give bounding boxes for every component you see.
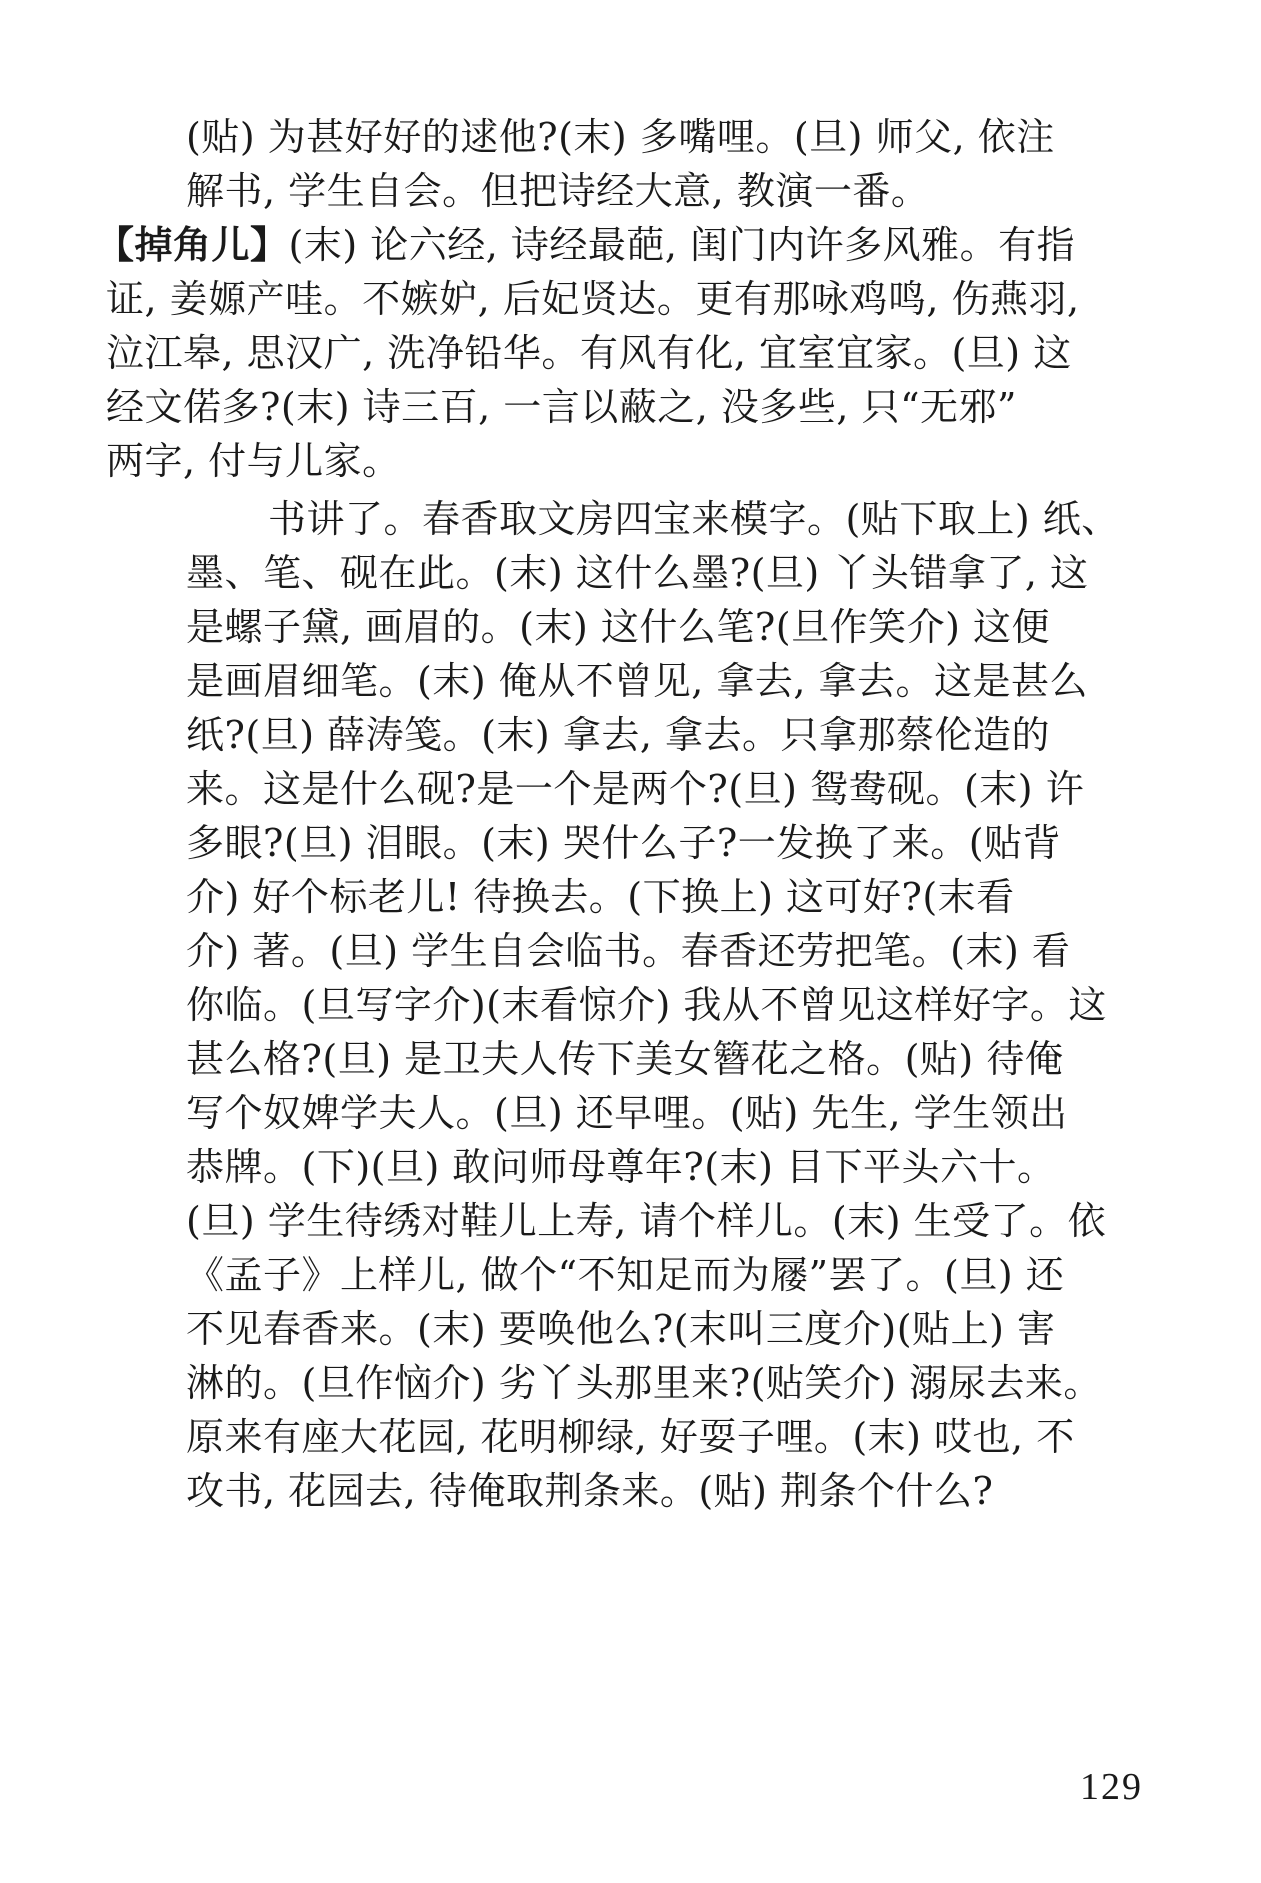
prose-line (186, 1091, 1068, 1135)
prose-line (186, 1415, 1075, 1459)
line-text: 甚么格?(旦) 是卫夫人传下美女簪花之格。(贴) 待俺 (186, 1037, 1064, 1081)
text-line (106, 439, 401, 483)
line-text: 写个奴婢学夫人。(旦) 还早哩。(贴) 先生, 学生领出 (186, 1091, 1068, 1135)
text-line (186, 115, 1176, 159)
line-text: 不见春香来。(末) 要唤他么?(末叫三度介)(贴上) 害 (186, 1307, 1056, 1351)
line-text: 书讲了。春香取文房四宝来模字。(贴下取上) 纸、 (268, 497, 1120, 541)
line-text: 两字, 付与儿家。 (106, 439, 401, 483)
text-line (186, 169, 930, 213)
prose-line (186, 1469, 994, 1513)
text-line (106, 331, 1072, 375)
prose-line (186, 821, 1062, 865)
line-text: 淋的。(旦作恼介) 劣丫头那里来?(贴笑介) 溺尿去来。 (186, 1361, 1102, 1405)
prose-line (186, 1037, 1064, 1081)
line-text: 纸?(旦) 薛涛笺。(末) 拿去, 拿去。只拿那蔡伦造的 (186, 713, 1050, 757)
line-text: (末) 论六经, 诗经最葩, 闺门内许多风雅。有指 (288, 223, 1076, 267)
tune-name: 【掉角儿】 (96, 223, 289, 267)
line-text: 泣江皋, 思汉广, 洗净铅华。有风有化, 宜室宜家。(旦) 这 (106, 331, 1072, 375)
prose-line (186, 1145, 1056, 1189)
line-text: 介) 著。(旦) 学生自会临书。春香还劳把笔。(末) 看 (186, 929, 1071, 973)
line-text: 解书, 学生自会。但把诗经大意, 教演一番。 (186, 169, 930, 213)
line-text: 多眼?(旦) 泪眼。(末) 哭什么子?一发换了来。(贴背 (186, 821, 1062, 865)
prose-line (268, 497, 1120, 541)
line-text: 介) 好个标老儿! 待换去。(下换上) 这可好?(末看 (186, 875, 1015, 919)
line-text: 你临。(旦写字介)(末看惊介) 我从不曾见这样好字。这 (186, 983, 1107, 1027)
prose-line (186, 983, 1107, 1027)
line-text: (旦) 学生待绣对鞋儿上寿, 请个样儿。(末) 生受了。依 (186, 1199, 1107, 1243)
text-line (106, 385, 1017, 429)
line-text: 墨、笔、砚在此。(末) 这什么墨?(旦) 丫头错拿了, 这 (186, 551, 1089, 595)
line-text: 经文偌多?(末) 诗三百, 一言以蔽之, 没多些, 只“无邪” (106, 385, 1017, 429)
prose-line (186, 1253, 1065, 1297)
prose-line (186, 713, 1050, 757)
prose-line (186, 1361, 1102, 1405)
prose-line (186, 1199, 1107, 1243)
line-text: 《孟子》上样儿, 做个“不知足而为屦”罢了。(旦) 还 (186, 1253, 1065, 1297)
text-line (106, 277, 1080, 321)
prose-line (186, 551, 1089, 595)
prose-line (186, 929, 1071, 973)
prose-line (186, 605, 1050, 649)
line-text: 原来有座大花园, 花明柳绿, 好耍子哩。(末) 哎也, 不 (186, 1415, 1075, 1459)
prose-line (186, 875, 1015, 919)
prose-line (186, 659, 1089, 703)
line-text: (贴) 为甚好好的逑他?(末) 多嘴哩。(旦) 师父, 依注 (186, 115, 1055, 159)
line-text: 是螺子黛, 画眉的。(末) 这什么笔?(旦作笑介) 这便 (186, 605, 1050, 649)
line-text: 证, 姜嫄产哇。不嫉妒, 后妃贤达。更有那咏鸡鸣, 伤燕羽, (106, 277, 1080, 321)
line-text: 来。这是什么砚?是一个是两个?(旦) 鸳鸯砚。(末) 许 (186, 767, 1085, 811)
prose-line (186, 767, 1085, 811)
song-first-line (96, 223, 1176, 267)
page-number: 129 (1080, 1766, 1143, 1808)
line-text: 攻书, 花园去, 待俺取荆条来。(贴) 荆条个什么? (186, 1469, 994, 1513)
line-text: 恭牌。(下)(旦) 敢问师母尊年?(末) 目下平头六十。 (186, 1145, 1056, 1189)
line-text: 是画眉细笔。(末) 俺从不曾见, 拿去, 拿去。这是甚么 (186, 659, 1089, 703)
prose-line (186, 1307, 1056, 1351)
